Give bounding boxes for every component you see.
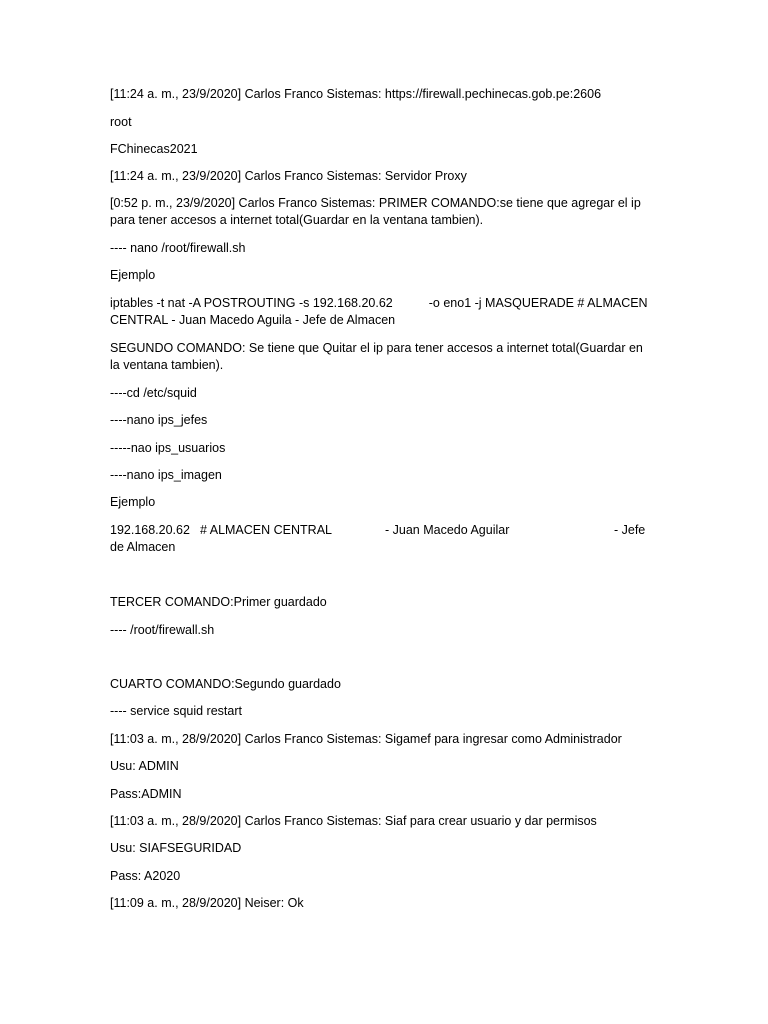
command-nano-ips-jefes: ----nano ips_jefes: [110, 413, 208, 427]
iptables-command-part1: iptables -t nat -A POSTROUTING -s 192.168.20.62: [110, 296, 393, 310]
ip-entry-area: # ALMACEN CENTRAL: [200, 523, 332, 537]
siaf-pass: Pass: A2020: [110, 869, 181, 883]
command-squid-restart: ---- service squid restart: [110, 704, 242, 718]
command-firewall-save: ---- /root/firewall.sh: [110, 623, 215, 637]
sigamef-pass: Pass:ADMIN: [110, 787, 182, 801]
chat-line-proxy: [11:24 a. m., 23/9/2020] Carlos Franco Sistemas: Servidor Proxy: [110, 169, 467, 183]
command-nano-ips-imagen: ----nano ips_imagen: [110, 468, 222, 482]
iptables-command-part2: -o eno1 -j MASQUERADE # ALMACEN: [428, 296, 648, 310]
command-nao-ips-usuarios: -----nao ips_usuarios: [110, 441, 226, 455]
chat-line-firewall-url: [11:24 a. m., 23/9/2020] Carlos Franco Sistemas: https://firewall.pechinecas.gob.pe:2606: [110, 87, 602, 101]
chat-line-primer-comando: [0:52 p. m., 23/9/2020] Carlos Franco Sistemas: PRIMER COMANDO:se tiene que agregar el ip para tener accesos a internet total(Guardar en la ventana tambien).: [110, 196, 641, 227]
iptables-command-line1: [110, 295, 655, 312]
chat-line-siaf: [11:03 a. m., 28/9/2020] Carlos Franco Sistemas: Siaf para crear usuario y dar permisos: [110, 814, 597, 828]
example-label: Ejemplo: [110, 268, 156, 282]
command-nano-firewall: ---- nano /root/firewall.sh: [110, 241, 246, 255]
tercer-comando-line: TERCER COMANDO:Primer guardado: [110, 595, 327, 609]
segundo-comando-line: SEGUNDO COMANDO: Se tiene que Quitar el ip para tener accesos a internet total(Guardar en la ventana tambien).: [110, 341, 643, 372]
iptables-command-part3: CENTRAL - Juan Macedo Aguila - Jefe de Almacen: [110, 313, 396, 327]
cuarto-comando-line: CUARTO COMANDO:Segundo guardado: [110, 677, 341, 691]
siaf-user: Usu: SIAFSEGURIDAD: [110, 841, 242, 855]
command-cd-squid: ----cd /etc/squid: [110, 386, 197, 400]
sigamef-user: Usu: ADMIN: [110, 759, 179, 773]
username-line: root: [110, 115, 132, 129]
chat-line-neiser: [11:09 a. m., 28/9/2020] Neiser: Ok: [110, 896, 304, 910]
chat-line-sigamef: [11:03 a. m., 28/9/2020] Carlos Franco Sistemas: Sigamef para ingresar como Administrador: [110, 732, 622, 746]
ip-entry-ip: 192.168.20.62: [110, 523, 190, 537]
password-line: FChinecas2021: [110, 142, 198, 156]
ip-entry-line2: de Almacen: [110, 540, 176, 554]
example-label-2: Ejemplo: [110, 495, 156, 509]
ip-entry-name: - Juan Macedo Aguilar: [385, 523, 510, 537]
ip-entry-role: - Jefe: [614, 523, 646, 537]
